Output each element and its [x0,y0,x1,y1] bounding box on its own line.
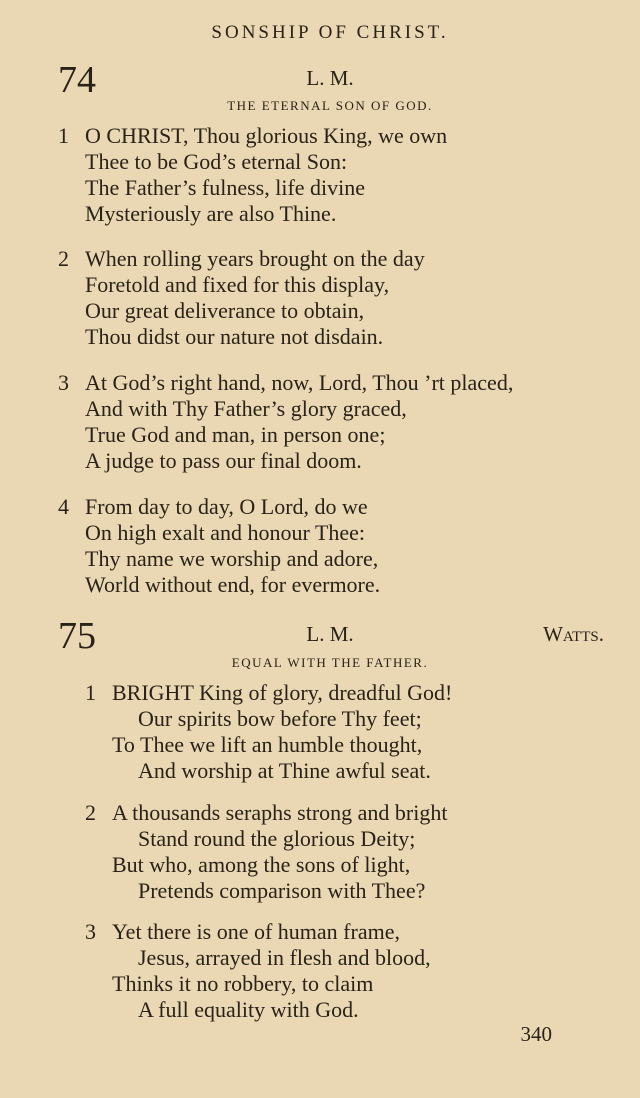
verse-line: O CHRIST, Thou glorious King, we own [85,123,448,148]
hymn-subtitle: THE ETERNAL SON OF GOD. [227,98,433,113]
verse-line: And with Thy Father’s glory graced, [85,396,407,421]
verse-number: 3 [85,919,96,944]
verse-line: Stand round the glorious Deity; [138,826,416,851]
hymn-number: 74 [58,59,96,101]
verse-number: 2 [85,800,96,825]
verse-line: True God and man, in person one; [85,422,386,447]
hymn-subtitle: EQUAL WITH THE FATHER. [231,655,429,670]
verse-line: Thy name we worship and adore, [85,546,379,571]
verse-number: 1 [58,123,69,148]
verse-number: 1 [85,680,96,705]
verse-line: Pretends comparison with Thee? [138,878,426,903]
verse-line: Jesus, arrayed in flesh and blood, [138,945,431,970]
hymn-meter: L. M. [306,66,354,90]
verse-line: Thee to be God’s eternal Son: [85,149,348,174]
verse-line: And worship at Thine awful seat. [138,758,431,783]
verse-line: On high exalt and honour Thee: [85,520,366,545]
verse-line: Thinks it no robbery, to claim [112,971,374,996]
running-head: SONSHIP OF CHRIST. [211,22,449,43]
page-number: 340 [520,1022,552,1046]
hymn-meter: L. M. [306,622,354,646]
verse-line: BRIGHT King of glory, dreadful God! [112,680,453,705]
verse-number: 4 [58,494,69,519]
verse-line: The Father’s fulness, life divine [85,175,366,200]
verse-line: But who, among the sons of light, [112,852,411,877]
verse-line: To Thee we lift an humble thought, [112,732,423,757]
verse-line: From day to day, O Lord, do we [85,494,368,519]
verse-line: Foretold and fixed for this display, [85,272,390,297]
verse-line: Yet there is one of human frame, [112,919,400,944]
verse-line: Thou didst our nature not disdain. [85,324,384,349]
verse-line: A judge to pass our final doom. [85,448,362,473]
verse-line: World without end, for evermore. [85,572,381,597]
verse-line: A thousands seraphs strong and bright [112,800,448,825]
verse-number: 3 [58,370,69,395]
verse-line: When rolling years brought on the day [85,246,425,271]
verse-line: Our great deliverance to obtain, [85,298,365,323]
hymn-author: Watts. [543,622,604,646]
verse-line: Our spirits bow before Thy feet; [138,706,422,731]
verse-line: A full equality with God. [138,997,359,1022]
hymn-number: 75 [58,615,96,657]
verse-line: At God’s right hand, now, Lord, Thou ’rt placed, [85,370,514,395]
verse-line: Mysteriously are also Thine. [85,201,337,226]
verse-number: 2 [58,246,69,271]
